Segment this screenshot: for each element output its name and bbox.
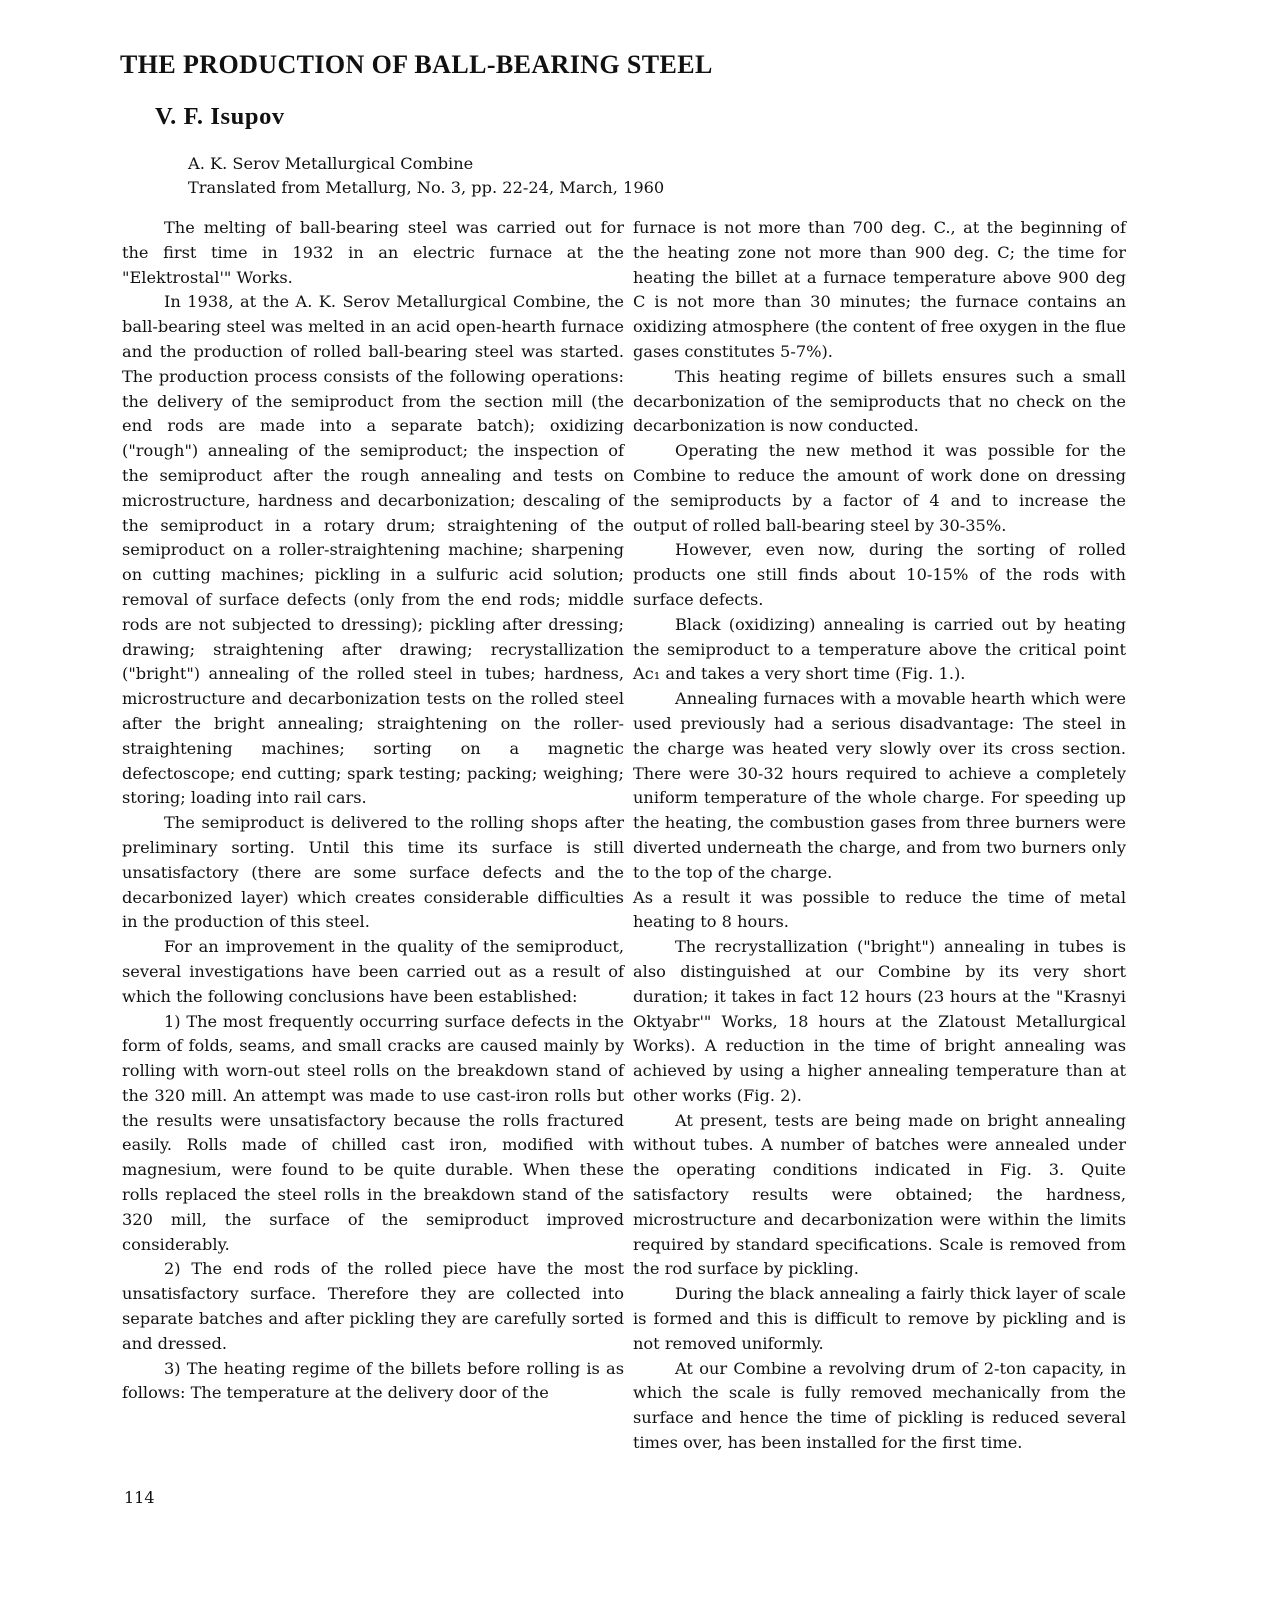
affiliation-block: [188, 152, 888, 200]
page-number: 114: [124, 1488, 155, 1507]
paragraph: For an improvement in the quality of the semiproduct, several investigations have been carried out as a result of which the following conclusions have been established:: [122, 937, 624, 1006]
paragraph: The melting of ball-bearing steel was carried out for the first time in 1932 in an electric furnace at the "Elektrostal'" Works.: [122, 218, 624, 287]
right-column: [633, 216, 1126, 1456]
list-item: 3) The heating regime of the billets before rolling is as follows: The temperature at the delivery door of the: [122, 1358, 624, 1403]
paragraph: As a result it was possible to reduce the time of metal heating to 8 hours.: [633, 887, 1126, 932]
paragraph: At present, tests are being made on bright annealing without tubes. A number of batches were annealed under the operating conditions indicated in Fig. 3. Quite satisfactory results were obtained; the hardness, microstructure and decarbonization were within the limits required by standard specifications. Scale is removed from the rod surface by pickling.: [633, 1110, 1126, 1279]
paragraph: At our Combine a revolving drum of 2-ton capacity, in which the scale is fully removed mechanically from the surface and hence the time of pickling is reduced several times over, has been installed for the first time.: [633, 1358, 1126, 1453]
paragraph: In 1938, at the A. K. Serov Metallurgical Combine, the ball-bearing steel was melted in an acid open-hearth furnace and the production of rolled ball-bearing steel was started. The production process consists of the following operations: the delivery of the semiproduct from the section mill (the end rods are made into a separate batch); oxidizing ("rough") annealing of the semiproduct; the inspection of the semiproduct after the rough annealing and tests on microstructure, hardness and decarbonization; descaling of the semiproduct in a rotary drum; straightening of the semiproduct on a roller-straightening machine; sharpening on cutting machines; pickling in a sulfuric acid solution; removal of surface defects (only from the end rods; middle rods are not subjected to dressing); pickling after dressing; drawing; straightening after drawing; recrystallization ("bright") annealing of the rolled steel in tubes; hardness, microstructure and decarbonization tests on the rolled steel after the bright annealing; straightening on the roller-straightening machines; sorting on a magnetic defectoscope; end cutting; spark testing; packing; weighing; storing; loading into rail cars.: [122, 292, 624, 808]
list-item: 2) The end rods of the rolled piece have the most unsatisfactory surface. Therefore they are collected into separate batches and after pickling they are carefully sorted and dressed.: [122, 1259, 624, 1353]
paragraph: The recrystallization ("bright") annealing in tubes is also distinguished at our Combine by its very short duration; it takes in fact 12 hours (23 hours at the "Krasnyi Oktyabr'" Works, 18 hours at the Zlatoust Metallurgical Works). A reduction in the time of bright annealing was achieved by using a higher annealing temperature than at other works (Fig. 2).: [633, 937, 1126, 1105]
paragraph: The semiproduct is delivered to the rolling shops after preliminary sorting. Until this time its surface is still unsatisfactory (there are some surface defects and the decarbonized layer) which creates considerable difficulties in the production of this steel.: [122, 813, 624, 932]
list-item: 1) The most frequently occurring surface defects in the form of folds, seams, and small cracks are caused mainly by rolling with worn-out steel rolls on the breakdown stand of the 320 mill. An attempt was made to use cast-iron rolls but the results were unsatisfactory because the rolls fractured easily. Rolls made of chilled cast iron, modified with magnesium, were found to be quite durable. When these rolls replaced the steel rolls in the breakdown stand of the 320 mill, the surface of the semiproduct improved considerably.: [122, 1011, 624, 1254]
paragraph: During the black annealing a fairly thick layer of scale is formed and this is difficult to remove by pickling and is not removed uniformly.: [633, 1284, 1126, 1353]
paragraph: However, even now, during the sorting of rolled products one still finds about 10-15% of the rods with surface defects.: [633, 540, 1126, 609]
affiliation: A. K. Serov Metallurgical Combine: [188, 154, 474, 173]
translation-note: Translated from Metallurg, No. 3, pp. 22-24, March, 1960: [188, 178, 665, 197]
left-column: [122, 216, 624, 1406]
paragraph: Black (oxidizing) annealing is carried out by heating the semiproduct to a temperature above the critical point Ac₁ and takes a very short time (Fig. 1.).: [633, 614, 1126, 684]
paragraph: Annealing furnaces with a movable hearth which were used previously had a serious disadvantage: The steel in the charge was heated very slowly over its cross section. There were 30-32 hours required to achieve a completely uniform temperature of the whole charge. For speeding up the heating, the combustion gases from three burners were diverted underneath the charge, and from two burners only to the top of the charge.: [633, 689, 1126, 882]
paragraph-continued: furnace is not more than 700 deg. C., at the beginning of the heating zone not more than 900 deg. C; the time for heating the billet at a furnace temperature above 900 deg C is not more than 30 minutes; the furnace contains an oxidizing atmosphere (the content of free oxygen in the flue gases constitutes 5-7%).: [633, 218, 1126, 361]
author-name: V. F. Isupov: [155, 103, 285, 130]
paragraph: This heating regime of billets ensures such a small decarbonization of the semiproducts that no check on the decarbonization is now conducted.: [633, 366, 1126, 436]
paragraph: Operating the new method it was possible for the Combine to reduce the amount of work done on dressing the semiproducts by a factor of 4 and to increase the output of rolled ball-bearing steel by 30-35%.: [633, 441, 1126, 535]
article-title: THE PRODUCTION OF BALL-BEARING STEEL: [120, 50, 713, 79]
